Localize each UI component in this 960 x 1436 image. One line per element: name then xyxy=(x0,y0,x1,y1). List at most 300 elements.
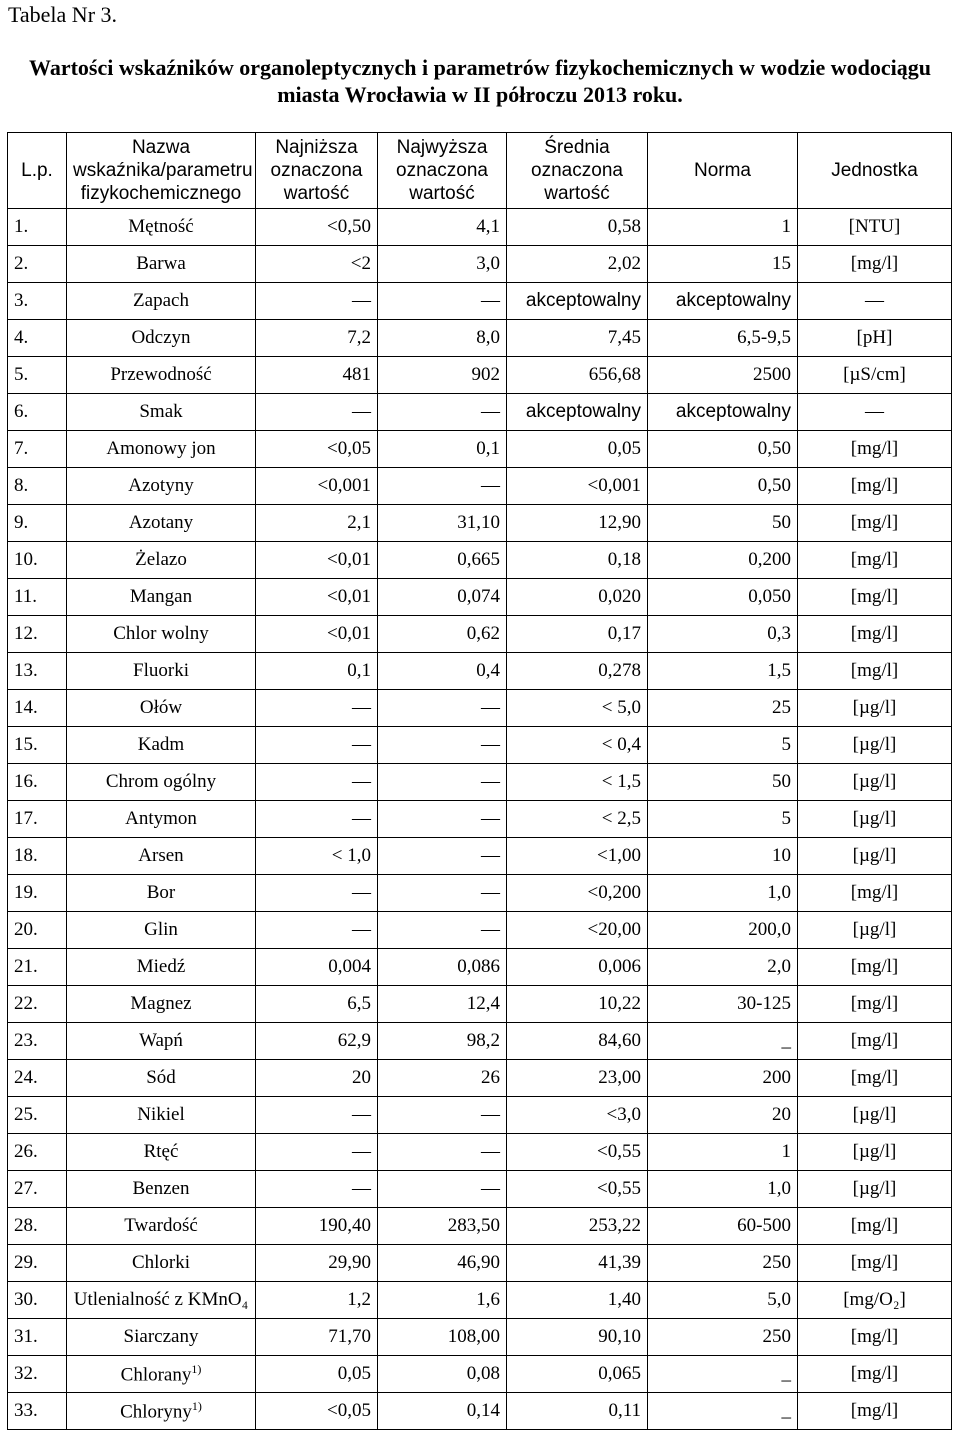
cell-unit xyxy=(798,690,952,727)
cell-unit-text: [µg/l] xyxy=(852,845,897,866)
cell-min-text: — xyxy=(352,919,371,940)
cell-name xyxy=(67,1245,256,1282)
cell-avg xyxy=(507,579,648,616)
cell-unit xyxy=(798,394,952,431)
cell-min-text: <0,01 xyxy=(327,549,371,570)
cell-avg-text: 0,05 xyxy=(607,438,641,459)
table-row xyxy=(8,357,952,394)
cell-min-text: — xyxy=(352,290,371,311)
cell-min-text: 190,40 xyxy=(318,1215,371,1236)
cell-min-text: 6,5 xyxy=(347,993,371,1014)
table-row xyxy=(8,912,952,949)
cell-lp xyxy=(8,838,67,875)
cell-unit-text: [mg/l] xyxy=(850,438,899,459)
cell-min xyxy=(256,912,378,949)
cell-max xyxy=(378,246,507,283)
cell-unit-text: [µg/l] xyxy=(852,771,897,792)
cell-norm-text: 200 xyxy=(762,1067,791,1088)
cell-unit-text: [mg/l] xyxy=(850,993,899,1014)
cell-avg xyxy=(507,1134,648,1171)
cell-min-text: <0,05 xyxy=(327,1400,371,1421)
cell-avg xyxy=(507,505,648,542)
cell-avg-text: 7,45 xyxy=(607,327,641,348)
cell-min xyxy=(256,1282,378,1319)
cell-norm xyxy=(648,1319,798,1356)
cell-name-text: Fluorki xyxy=(133,660,189,681)
cell-avg-text: akceptowalny xyxy=(525,290,641,311)
cell-lp-text: 33. xyxy=(14,1400,38,1421)
table-row xyxy=(8,1282,952,1319)
cell-unit xyxy=(798,1319,952,1356)
cell-lp-text: 27. xyxy=(14,1178,38,1199)
table-title: Wartości wskaźników organoleptycznych i parametrów fizykochemicznych w wodzie wodociągu miasta Wrocławia w II półroczu 2013 roku. xyxy=(29,55,931,107)
cell-name xyxy=(67,875,256,912)
cell-name-text: Wapń xyxy=(139,1030,183,1051)
cell-lp xyxy=(8,1134,67,1171)
cell-max-text: — xyxy=(481,1104,500,1125)
cell-unit xyxy=(798,912,952,949)
cell-lp xyxy=(8,875,67,912)
header-avg: Średnia oznaczona wartość xyxy=(507,133,648,209)
cell-min xyxy=(256,838,378,875)
cell-norm xyxy=(648,616,798,653)
table-row xyxy=(8,246,952,283)
cell-lp-text: 19. xyxy=(14,882,38,903)
table-row xyxy=(8,1097,952,1134)
cell-unit-text: [mg/l] xyxy=(850,1215,899,1236)
cell-avg-text: 0,18 xyxy=(607,549,641,570)
cell-unit xyxy=(798,1097,952,1134)
cell-min xyxy=(256,986,378,1023)
cell-norm xyxy=(648,1023,798,1060)
cell-name-text: Miedź xyxy=(136,956,186,977)
cell-norm-text: 1,0 xyxy=(767,1178,791,1199)
cell-max-text: — xyxy=(481,808,500,829)
cell-norm-text: 60-500 xyxy=(737,1215,791,1236)
cell-norm-text: 1,0 xyxy=(767,882,791,903)
cell-min-text: — xyxy=(352,771,371,792)
cell-avg-text: 656,68 xyxy=(588,364,641,385)
cell-name xyxy=(67,394,256,431)
cell-lp-text: 4. xyxy=(14,327,29,348)
cell-max xyxy=(378,431,507,468)
cell-avg xyxy=(507,209,648,246)
cell-min xyxy=(256,1208,378,1245)
cell-norm xyxy=(648,468,798,505)
cell-min-text: 7,2 xyxy=(347,327,371,348)
cell-min-text: 1,2 xyxy=(347,1289,371,1310)
cell-lp xyxy=(8,1097,67,1134)
cell-max xyxy=(378,912,507,949)
cell-unit-text: [mg/l] xyxy=(850,253,899,274)
cell-name xyxy=(67,690,256,727)
cell-avg-text: 1,40 xyxy=(607,1289,641,1310)
cell-max-text: 4,1 xyxy=(476,216,500,237)
cell-max-text: — xyxy=(481,771,500,792)
cell-max xyxy=(378,801,507,838)
cell-lp-text: 26. xyxy=(14,1141,38,1162)
cell-name-text: Amonowy jon xyxy=(106,438,216,459)
cell-min xyxy=(256,801,378,838)
cell-name-text: Utlenialność z KMnO₄ xyxy=(73,1289,249,1310)
header-min: Najniższa oznaczona wartość xyxy=(256,133,378,209)
footnote-marker: 1) xyxy=(191,1398,202,1413)
cell-name xyxy=(67,209,256,246)
cell-avg xyxy=(507,1171,648,1208)
cell-avg xyxy=(507,1282,648,1319)
cell-lp xyxy=(8,801,67,838)
cell-unit-text: [mg/l] xyxy=(850,1363,899,1384)
cell-norm xyxy=(648,838,798,875)
cell-avg-text: 84,60 xyxy=(598,1030,641,1051)
cell-avg xyxy=(507,949,648,986)
cell-max-text: — xyxy=(481,1141,500,1162)
header-unit: Jednostka xyxy=(798,133,952,209)
cell-lp xyxy=(8,542,67,579)
cell-name-text: Magnez xyxy=(130,993,192,1014)
cell-unit xyxy=(798,357,952,394)
cell-max-text: — xyxy=(481,882,500,903)
cell-min xyxy=(256,690,378,727)
cell-name xyxy=(67,1319,256,1356)
cell-lp-text: 6. xyxy=(14,401,29,422)
cell-avg xyxy=(507,1097,648,1134)
cell-norm-text: akceptowalny xyxy=(675,290,791,311)
cell-max xyxy=(378,1023,507,1060)
cell-avg-text: < 5,0 xyxy=(601,697,641,718)
cell-avg xyxy=(507,616,648,653)
cell-min-text: <0,01 xyxy=(327,586,371,607)
cell-unit xyxy=(798,209,952,246)
cell-unit xyxy=(798,1356,952,1393)
cell-norm-text: 0,050 xyxy=(748,586,791,607)
cell-avg xyxy=(507,690,648,727)
cell-min xyxy=(256,283,378,320)
cell-norm xyxy=(648,1208,798,1245)
cell-min-text: 29,90 xyxy=(328,1252,371,1273)
cell-unit-text: [mg/l] xyxy=(850,882,899,903)
table-row xyxy=(8,949,952,986)
cell-norm xyxy=(648,690,798,727)
table-row xyxy=(8,727,952,764)
cell-name xyxy=(67,727,256,764)
cell-lp xyxy=(8,1393,67,1430)
cell-norm xyxy=(648,246,798,283)
cell-name xyxy=(67,616,256,653)
cell-max xyxy=(378,283,507,320)
cell-avg-text: <0,200 xyxy=(587,882,641,903)
cell-norm-text: 0,50 xyxy=(757,475,791,496)
cell-norm xyxy=(648,653,798,690)
cell-min xyxy=(256,616,378,653)
cell-unit xyxy=(798,653,952,690)
cell-avg xyxy=(507,1393,648,1430)
cell-norm xyxy=(648,727,798,764)
cell-norm-text: 250 xyxy=(762,1252,791,1273)
cell-norm xyxy=(648,1097,798,1134)
cell-lp xyxy=(8,246,67,283)
cell-min-text: 62,9 xyxy=(337,1030,371,1051)
cell-avg xyxy=(507,986,648,1023)
cell-max-text: 0,1 xyxy=(476,438,500,459)
cell-unit-text: [mg/O₂] xyxy=(843,1289,906,1310)
cell-max xyxy=(378,394,507,431)
cell-avg xyxy=(507,1356,648,1393)
cell-max-text: — xyxy=(481,290,500,311)
table-row xyxy=(8,838,952,875)
cell-name xyxy=(67,283,256,320)
cell-lp xyxy=(8,1023,67,1060)
table-row xyxy=(8,764,952,801)
cell-min-text: <0,01 xyxy=(327,623,371,644)
cell-lp xyxy=(8,394,67,431)
cell-norm-text: 2500 xyxy=(753,364,791,385)
cell-unit xyxy=(798,320,952,357)
cell-name-text: Sód xyxy=(146,1067,176,1088)
cell-lp xyxy=(8,209,67,246)
cell-name xyxy=(67,986,256,1023)
cell-avg-text: 12,90 xyxy=(598,512,641,533)
cell-unit xyxy=(798,1171,952,1208)
cell-avg xyxy=(507,1208,648,1245)
cell-max-text: — xyxy=(481,475,500,496)
cell-min-text: 0,004 xyxy=(328,956,371,977)
table-row xyxy=(8,875,952,912)
cell-avg-text: 90,10 xyxy=(598,1326,641,1347)
cell-avg xyxy=(507,764,648,801)
cell-norm-text: 5 xyxy=(781,808,791,829)
cell-name xyxy=(67,1097,256,1134)
cell-unit xyxy=(798,1060,952,1097)
cell-name-text: Rtęć xyxy=(143,1141,179,1162)
cell-lp-text: 16. xyxy=(14,771,38,792)
cell-avg xyxy=(507,838,648,875)
cell-min-text: < 1,0 xyxy=(331,845,371,866)
table-row xyxy=(8,653,952,690)
cell-min-text: 0,1 xyxy=(347,660,371,681)
cell-avg-text: <20,00 xyxy=(587,919,641,940)
cell-lp xyxy=(8,949,67,986)
cell-max-text: 0,62 xyxy=(466,623,500,644)
cell-avg-text: 0,11 xyxy=(608,1400,641,1421)
cell-min xyxy=(256,542,378,579)
cell-min xyxy=(256,579,378,616)
cell-norm-text: 10 xyxy=(772,845,791,866)
cell-name xyxy=(67,1060,256,1097)
cell-min xyxy=(256,357,378,394)
cell-max-text: 3,0 xyxy=(476,253,500,274)
header-name: Nazwa wskaźnika/parametru fizykochemicznego xyxy=(67,133,256,209)
cell-min xyxy=(256,1319,378,1356)
table-row xyxy=(8,1171,952,1208)
cell-unit xyxy=(798,1134,952,1171)
cell-norm-text: _ xyxy=(781,1030,791,1051)
cell-max-text: 0,086 xyxy=(457,956,500,977)
cell-unit-text: [mg/l] xyxy=(850,1030,899,1051)
cell-max-text: 31,10 xyxy=(457,512,500,533)
cell-avg-text: <0,55 xyxy=(597,1141,641,1162)
cell-min xyxy=(256,1097,378,1134)
cell-name-text: Twardość xyxy=(124,1215,198,1236)
cell-unit-text: [mg/l] xyxy=(850,956,899,977)
cell-unit-text: [NTU] xyxy=(848,216,901,237)
table-row xyxy=(8,579,952,616)
cell-unit-text: [µg/l] xyxy=(852,1141,897,1162)
cell-max xyxy=(378,209,507,246)
cell-avg xyxy=(507,246,648,283)
cell-unit-text: [mg/l] xyxy=(850,660,899,681)
cell-unit xyxy=(798,838,952,875)
cell-name-text: Chlorany xyxy=(120,1364,192,1386)
cell-max-text: 98,2 xyxy=(466,1030,500,1051)
cell-lp-text: 11. xyxy=(14,586,38,607)
cell-norm xyxy=(648,949,798,986)
cell-name xyxy=(67,1282,256,1319)
cell-avg-text: <0,001 xyxy=(587,475,641,496)
cell-unit-text: [µS/cm] xyxy=(843,364,906,385)
cell-avg xyxy=(507,727,648,764)
cell-min xyxy=(256,727,378,764)
cell-max xyxy=(378,838,507,875)
cell-unit-text: — xyxy=(865,290,884,311)
cell-max xyxy=(378,1134,507,1171)
cell-unit xyxy=(798,431,952,468)
cell-min xyxy=(256,505,378,542)
cell-lp-text: 8. xyxy=(14,475,29,496)
cell-lp-text: 23. xyxy=(14,1030,38,1051)
cell-max xyxy=(378,542,507,579)
cell-norm-text: 15 xyxy=(772,253,791,274)
cell-max-text: 8,0 xyxy=(476,327,500,348)
cell-max-text: 902 xyxy=(471,364,500,385)
cell-name xyxy=(67,1356,256,1393)
cell-lp-text: 25. xyxy=(14,1104,38,1125)
cell-max-text: — xyxy=(481,1178,500,1199)
cell-lp xyxy=(8,1282,67,1319)
cell-name xyxy=(67,431,256,468)
cell-norm xyxy=(648,431,798,468)
cell-min xyxy=(256,1134,378,1171)
cell-avg-text: 0,58 xyxy=(607,216,641,237)
cell-min-text: — xyxy=(352,882,371,903)
cell-lp xyxy=(8,690,67,727)
cell-lp-text: 31. xyxy=(14,1326,38,1347)
cell-unit-text: [µg/l] xyxy=(852,697,897,718)
cell-avg-text: < 0,4 xyxy=(601,734,641,755)
cell-max xyxy=(378,986,507,1023)
cell-unit-text: [µg/l] xyxy=(852,734,897,755)
cell-lp xyxy=(8,1208,67,1245)
cell-max-text: 46,90 xyxy=(457,1252,500,1273)
cell-name xyxy=(67,1023,256,1060)
cell-min-text: <2 xyxy=(350,253,371,274)
cell-max-text: 283,50 xyxy=(447,1215,500,1236)
cell-max xyxy=(378,1282,507,1319)
cell-min xyxy=(256,246,378,283)
header-norm: Norma xyxy=(648,133,798,209)
cell-min-text: 71,70 xyxy=(328,1326,371,1347)
cell-name xyxy=(67,1171,256,1208)
cell-lp xyxy=(8,727,67,764)
cell-norm-text: 30-125 xyxy=(737,993,791,1014)
cell-norm-text: 1 xyxy=(781,1141,791,1162)
cell-lp-text: 5. xyxy=(14,364,29,385)
cell-norm-text: akceptowalny xyxy=(675,401,791,422)
table-row xyxy=(8,801,952,838)
cell-name xyxy=(67,246,256,283)
cell-max-text: 26 xyxy=(481,1067,500,1088)
cell-lp-text: 7. xyxy=(14,438,29,459)
cell-name xyxy=(67,912,256,949)
cell-avg-text: 0,17 xyxy=(607,623,641,644)
cell-min-text: <0,001 xyxy=(317,475,371,496)
cell-min xyxy=(256,1060,378,1097)
footnote-marker: 1) xyxy=(191,1361,202,1376)
cell-lp-text: 20. xyxy=(14,919,38,940)
cell-max xyxy=(378,579,507,616)
cell-unit xyxy=(798,801,952,838)
cell-avg-text: 0,020 xyxy=(598,586,641,607)
cell-min xyxy=(256,1393,378,1430)
cell-avg-text: 2,02 xyxy=(607,253,641,274)
cell-name-text: Kadm xyxy=(137,734,185,755)
cell-max-text: 108,00 xyxy=(447,1326,500,1347)
cell-lp-text: 17. xyxy=(14,808,38,829)
cell-unit-text: [mg/l] xyxy=(850,623,899,644)
cell-unit xyxy=(798,468,952,505)
cell-min xyxy=(256,431,378,468)
cell-unit-text: [mg/l] xyxy=(850,586,899,607)
cell-max-text: 12,4 xyxy=(466,993,500,1014)
cell-unit-text: [µg/l] xyxy=(852,1104,897,1125)
cell-unit xyxy=(798,1023,952,1060)
cell-norm-text: 200,0 xyxy=(748,919,791,940)
cell-avg xyxy=(507,394,648,431)
cell-avg xyxy=(507,1319,648,1356)
cell-min-text: — xyxy=(352,697,371,718)
cell-unit-text: [mg/l] xyxy=(850,1252,899,1273)
cell-max xyxy=(378,357,507,394)
cell-avg xyxy=(507,1060,648,1097)
cell-unit-text: [mg/l] xyxy=(850,1400,899,1421)
cell-avg-text: <3,0 xyxy=(606,1104,641,1125)
cell-avg-text: <0,55 xyxy=(597,1178,641,1199)
cell-min-text: — xyxy=(352,734,371,755)
cell-unit xyxy=(798,542,952,579)
table-row xyxy=(8,1134,952,1171)
cell-min-text: — xyxy=(352,808,371,829)
cell-min-text: — xyxy=(352,1141,371,1162)
cell-avg xyxy=(507,431,648,468)
cell-max xyxy=(378,690,507,727)
cell-lp xyxy=(8,1245,67,1282)
cell-unit xyxy=(798,616,952,653)
cell-avg-text: akceptowalny xyxy=(525,401,641,422)
cell-name-text: Chloryny xyxy=(120,1401,192,1423)
cell-lp-text: 28. xyxy=(14,1215,38,1236)
cell-avg xyxy=(507,468,648,505)
cell-unit xyxy=(798,1393,952,1430)
cell-norm-text: 25 xyxy=(772,697,791,718)
table-row xyxy=(8,320,952,357)
cell-min-text: — xyxy=(352,1104,371,1125)
table-row xyxy=(8,1393,952,1430)
cell-lp xyxy=(8,912,67,949)
cell-name-text: Chrom ogólny xyxy=(105,771,217,792)
table-row xyxy=(8,1319,952,1356)
cell-avg-text: 0,006 xyxy=(598,956,641,977)
cell-avg-text: 0,278 xyxy=(598,660,641,681)
